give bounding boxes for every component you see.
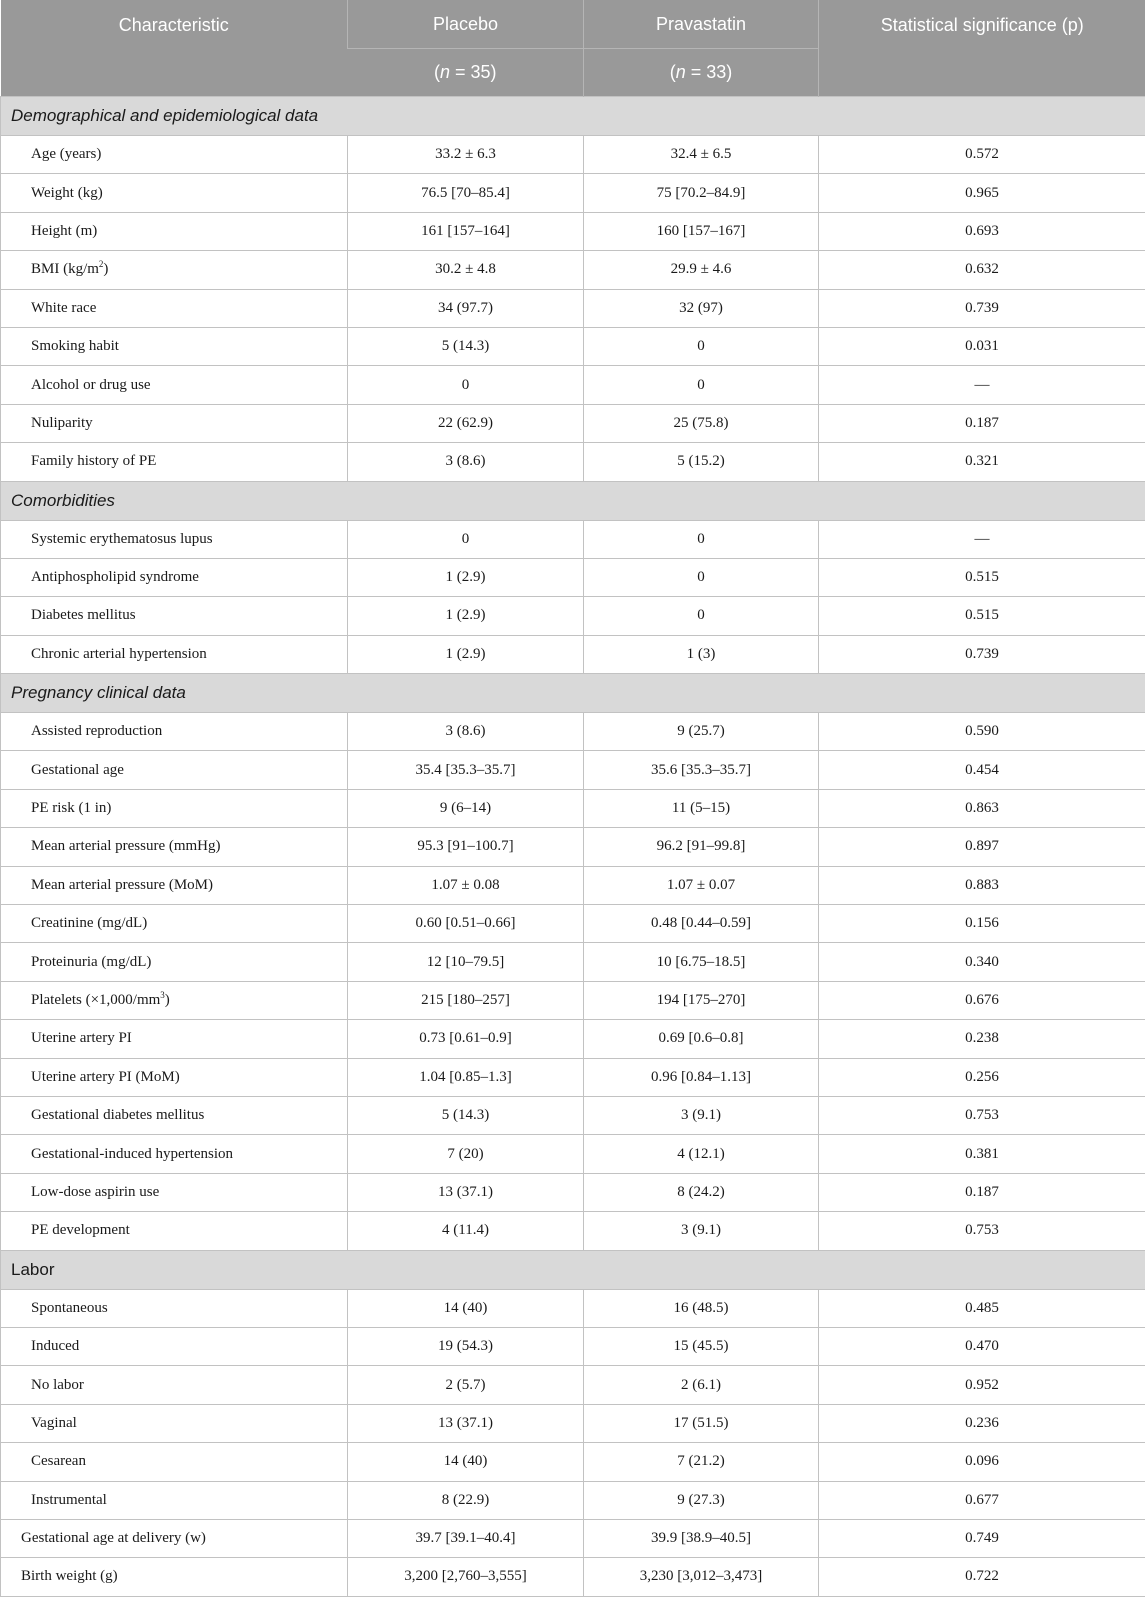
header-placebo: Placebo	[348, 0, 584, 49]
placebo-cell: 1.07 ± 0.08	[348, 866, 584, 904]
p-value-cell: 0.883	[819, 866, 1145, 904]
row-label	[1, 597, 348, 635]
row-label-text: Smoking habit	[31, 338, 119, 355]
placebo-cell: 7 (20)	[348, 1135, 584, 1173]
placebo-cell: 1.04 [0.85–1.3]	[348, 1058, 584, 1096]
p-value-cell: 0.739	[819, 635, 1145, 673]
row-label	[1, 558, 348, 596]
row-label	[1, 136, 348, 174]
row-label-text: Uterine artery PI (MoM)	[31, 1068, 180, 1085]
p-value-cell: 0.676	[819, 981, 1145, 1019]
section-title: Comorbidities	[1, 481, 1145, 520]
p-value-cell: 0.722	[819, 1558, 1145, 1596]
n-open-paren: (	[433, 62, 440, 82]
pravastatin-cell: 1.07 ± 0.07	[584, 866, 819, 904]
placebo-cell: 19 (54.3)	[348, 1327, 584, 1365]
row-label	[1, 866, 348, 904]
placebo-cell: 35.4 [35.3–35.7]	[348, 751, 584, 789]
p-value-cell: 0.238	[819, 1020, 1145, 1058]
row-label-text: Low-dose aspirin use	[31, 1183, 160, 1200]
table-row	[1, 327, 1145, 365]
p-value-cell: 0.739	[819, 289, 1145, 327]
row-label	[1, 174, 348, 212]
row-label-superscript: 2	[98, 259, 104, 270]
p-value-cell: 0.749	[819, 1519, 1145, 1557]
header-pravastatin: Pravastatin	[584, 0, 819, 49]
table-row	[1, 828, 1145, 866]
row-label-text: Nuliparity	[31, 414, 93, 431]
row-label-text: Uterine artery PI	[31, 1030, 132, 1047]
p-value-cell: 0.965	[819, 174, 1145, 212]
p-value-cell: 0.485	[819, 1289, 1145, 1327]
row-label	[1, 289, 348, 327]
placebo-cell: 76.5 [70–85.4]	[348, 174, 584, 212]
table-row	[1, 558, 1145, 596]
row-label-text: Vaginal	[31, 1414, 77, 1431]
placebo-cell: 33.2 ± 6.3	[348, 136, 584, 174]
row-label	[1, 1058, 348, 1096]
row-label	[1, 404, 348, 442]
row-label	[1, 981, 348, 1019]
section-header-pregnancy	[1, 674, 1145, 713]
placebo-cell: 13 (37.1)	[348, 1404, 584, 1442]
table-row	[1, 1481, 1145, 1519]
p-value-cell: 0.470	[819, 1327, 1145, 1365]
table-row	[1, 1135, 1145, 1173]
placebo-cell: 0	[348, 366, 584, 404]
placebo-cell: 3 (8.6)	[348, 443, 584, 481]
placebo-cell: 5 (14.3)	[348, 1096, 584, 1134]
pravastatin-cell: 32.4 ± 6.5	[584, 136, 819, 174]
table-row	[1, 251, 1145, 289]
pravastatin-cell: 3 (9.1)	[584, 1212, 819, 1250]
row-label	[1, 635, 348, 673]
row-label	[1, 1135, 348, 1173]
table-row	[1, 635, 1145, 673]
row-label-text: Induced	[31, 1338, 80, 1355]
pravastatin-cell: 9 (25.7)	[584, 713, 819, 751]
table-row	[1, 981, 1145, 1019]
table-row	[1, 1443, 1145, 1481]
row-label	[1, 212, 348, 250]
table-row	[1, 1404, 1145, 1442]
row-label	[1, 520, 348, 558]
row-label-text: Gestational age at delivery (w)	[21, 1530, 206, 1547]
row-label	[1, 251, 348, 289]
row-label-text: Instrumental	[31, 1491, 107, 1508]
pravastatin-cell: 3,230 [3,012–3,473]	[584, 1558, 819, 1596]
p-value-cell: 0.952	[819, 1366, 1145, 1404]
p-value-cell: 0.187	[819, 404, 1145, 442]
pravastatin-cell: 0	[584, 366, 819, 404]
placebo-cell: 95.3 [91–100.7]	[348, 828, 584, 866]
row-label-text: Platelets (×1,000/mm	[31, 992, 161, 1008]
row-label	[1, 327, 348, 365]
row-label	[1, 751, 348, 789]
row-label	[1, 1327, 348, 1365]
row-label	[1, 1443, 348, 1481]
section-title: Demographical and epidemiological data	[1, 97, 1145, 136]
placebo-cell: 14 (40)	[348, 1443, 584, 1481]
pravastatin-cell: 160 [157–167]	[584, 212, 819, 250]
placebo-cell: 1 (2.9)	[348, 558, 584, 596]
pravastatin-cell: 0.48 [0.44–0.59]	[584, 905, 819, 943]
p-value-cell: 0.897	[819, 828, 1145, 866]
table-row	[1, 289, 1145, 327]
row-label-text: Chronic arterial hypertension	[31, 645, 207, 662]
p-value-cell: 0.187	[819, 1173, 1145, 1211]
section-title: Labor	[1, 1250, 1145, 1289]
table-row	[1, 1212, 1145, 1250]
row-label	[1, 1558, 348, 1596]
row-label-text: White race	[31, 299, 97, 316]
pravastatin-cell: 3 (9.1)	[584, 1096, 819, 1134]
table-row	[1, 212, 1145, 250]
placebo-cell: 34 (97.7)	[348, 289, 584, 327]
table-row	[1, 1558, 1145, 1596]
table-row	[1, 174, 1145, 212]
table-row	[1, 1327, 1145, 1365]
section-header-labor	[1, 1250, 1145, 1289]
header-pravastatin-n	[584, 49, 819, 97]
table-row	[1, 366, 1145, 404]
table-row	[1, 1366, 1145, 1404]
pravastatin-cell: 32 (97)	[584, 289, 819, 327]
placebo-cell: 215 [180–257]	[348, 981, 584, 1019]
row-label-text: Mean arterial pressure (mmHg)	[31, 838, 221, 855]
p-value-cell: 0.096	[819, 1443, 1145, 1481]
table-row	[1, 1058, 1145, 1096]
placebo-cell: 1 (2.9)	[348, 597, 584, 635]
p-value-cell: 0.340	[819, 943, 1145, 981]
placebo-n-value: = 35)	[449, 62, 497, 82]
row-label	[1, 1173, 348, 1211]
p-value-cell: 0.677	[819, 1481, 1145, 1519]
placebo-cell: 30.2 ± 4.8	[348, 251, 584, 289]
row-label	[1, 1289, 348, 1327]
placebo-cell: 39.7 [39.1–40.4]	[348, 1519, 584, 1557]
placebo-cell: 1 (2.9)	[348, 635, 584, 673]
table-row	[1, 520, 1145, 558]
p-value-cell: 0.236	[819, 1404, 1145, 1442]
table-row	[1, 1096, 1145, 1134]
placebo-cell: 2 (5.7)	[348, 1366, 584, 1404]
p-value-cell: 0.454	[819, 751, 1145, 789]
pravastatin-cell: 2 (6.1)	[584, 1366, 819, 1404]
header-placebo-n	[348, 49, 584, 97]
row-label-text: Systemic erythematosus lupus	[31, 530, 213, 547]
pravastatin-cell: 0.96 [0.84–1.13]	[584, 1058, 819, 1096]
n-symbol: n	[675, 62, 686, 82]
row-label-text: Weight (kg)	[31, 184, 103, 201]
p-value-cell: 0.515	[819, 558, 1145, 596]
row-label-text: BMI (kg/m	[31, 261, 99, 278]
placebo-cell: 12 [10–79.5]	[348, 943, 584, 981]
row-label-end: )	[103, 261, 109, 278]
pravastatin-cell: 0	[584, 327, 819, 365]
pravastatin-cell: 16 (48.5)	[584, 1289, 819, 1327]
placebo-cell: 161 [157–164]	[348, 212, 584, 250]
table-header	[1, 0, 1145, 97]
row-label	[1, 1212, 348, 1250]
row-label-text: Gestational age	[31, 761, 124, 778]
pravastatin-cell: 5 (15.2)	[584, 443, 819, 481]
pravastatin-cell: 1 (3)	[584, 635, 819, 673]
row-label	[1, 1481, 348, 1519]
placebo-cell: 0	[348, 520, 584, 558]
placebo-cell: 4 (11.4)	[348, 1212, 584, 1250]
row-label	[1, 905, 348, 943]
row-label	[1, 1404, 348, 1442]
placebo-cell: 22 (62.9)	[348, 404, 584, 442]
row-label-text: Birth weight (g)	[21, 1568, 118, 1585]
table-row	[1, 404, 1145, 442]
header-significance: Statistical significance (p)	[819, 0, 1145, 97]
row-label	[1, 1096, 348, 1134]
row-label-text: Age (years)	[31, 146, 102, 163]
table-row	[1, 1289, 1145, 1327]
p-value-cell: 0.863	[819, 789, 1145, 827]
table-row	[1, 943, 1145, 981]
placebo-cell: 13 (37.1)	[348, 1173, 584, 1211]
pravastatin-cell: 35.6 [35.3–35.7]	[584, 751, 819, 789]
placebo-cell: 3 (8.6)	[348, 713, 584, 751]
placebo-cell: 0.60 [0.51–0.66]	[348, 905, 584, 943]
placebo-cell: 14 (40)	[348, 1289, 584, 1327]
row-label	[1, 943, 348, 981]
pravastatin-cell: 10 [6.75–18.5]	[584, 943, 819, 981]
pravastatin-cell: 194 [175–270]	[584, 981, 819, 1019]
row-label-text: PE development	[31, 1222, 130, 1239]
row-label-text: Gestational diabetes mellitus	[31, 1107, 205, 1124]
table-row	[1, 789, 1145, 827]
pravastatin-cell: 0.69 [0.6–0.8]	[584, 1020, 819, 1058]
table-row	[1, 136, 1145, 174]
p-value-cell: 0.572	[819, 136, 1145, 174]
pravastatin-cell: 17 (51.5)	[584, 1404, 819, 1442]
placebo-cell: 5 (14.3)	[348, 327, 584, 365]
row-label-text: PE risk (1 in)	[31, 800, 112, 817]
row-label-text: Gestational-induced hypertension	[31, 1145, 234, 1162]
pravastatin-cell: 75 [70.2–84.9]	[584, 174, 819, 212]
row-label	[1, 366, 348, 404]
p-value-cell: 0.590	[819, 713, 1145, 751]
row-label-text: Diabetes mellitus	[31, 607, 136, 624]
pravastatin-cell: 11 (5–15)	[584, 789, 819, 827]
row-label	[1, 443, 348, 481]
pravastatin-cell: 0	[584, 520, 819, 558]
pravastatin-cell: 29.9 ± 4.6	[584, 251, 819, 289]
placebo-cell: 3,200 [2,760–3,555]	[348, 1558, 584, 1596]
table-row	[1, 905, 1145, 943]
row-label-text: Cesarean	[31, 1453, 86, 1470]
row-label-text: Antiphospholipid syndrome	[31, 569, 199, 586]
row-label-text: Creatinine (mg/dL)	[31, 915, 148, 932]
row-label	[1, 1366, 348, 1404]
p-value-cell: 0.515	[819, 597, 1145, 635]
table-body	[1, 97, 1145, 1597]
p-value-cell: 0.156	[819, 905, 1145, 943]
row-label-text: Spontaneous	[31, 1299, 108, 1316]
n-symbol: n	[439, 62, 450, 82]
row-label-end: )	[164, 992, 170, 1008]
p-value-cell: —	[819, 366, 1145, 404]
table-row	[1, 1020, 1145, 1058]
row-label-text: Alcohol or drug use	[31, 376, 151, 393]
pravastatin-cell: 0	[584, 597, 819, 635]
pravastatin-cell: 25 (75.8)	[584, 404, 819, 442]
table-row	[1, 866, 1145, 904]
table-row	[1, 1173, 1145, 1211]
p-value-cell: 0.632	[819, 251, 1145, 289]
row-label-text: Mean arterial pressure (MoM)	[31, 876, 214, 893]
p-value-cell: 0.753	[819, 1212, 1145, 1250]
placebo-cell: 9 (6–14)	[348, 789, 584, 827]
row-label	[1, 828, 348, 866]
placebo-cell: 8 (22.9)	[348, 1481, 584, 1519]
pravastatin-cell: 8 (24.2)	[584, 1173, 819, 1211]
table-row	[1, 443, 1145, 481]
table-row	[1, 1519, 1145, 1557]
row-label	[1, 713, 348, 751]
pravastatin-cell: 4 (12.1)	[584, 1135, 819, 1173]
n-open-paren: (	[669, 62, 676, 82]
section-header-comorbidities	[1, 481, 1145, 520]
row-label	[1, 789, 348, 827]
p-value-cell: 0.693	[819, 212, 1145, 250]
p-value-cell: 0.031	[819, 327, 1145, 365]
table-row	[1, 597, 1145, 635]
row-label-superscript: 3	[160, 990, 165, 1000]
p-value-cell: 0.321	[819, 443, 1145, 481]
pravastatin-cell: 0	[584, 558, 819, 596]
section-title: Pregnancy clinical data	[1, 674, 1145, 713]
placebo-cell: 0.73 [0.61–0.9]	[348, 1020, 584, 1058]
row-label-text: Height (m)	[31, 222, 98, 239]
pravastatin-cell: 7 (21.2)	[584, 1443, 819, 1481]
section-header-demographic	[1, 97, 1145, 136]
p-value-cell: 0.256	[819, 1058, 1145, 1096]
pravastatin-cell: 39.9 [38.9–40.5]	[584, 1519, 819, 1557]
pravastatin-cell: 96.2 [91–99.8]	[584, 828, 819, 866]
row-label-text: Proteinuria (mg/dL)	[31, 953, 152, 970]
pravastatin-n-value: = 33)	[685, 62, 733, 82]
p-value-cell: 0.753	[819, 1096, 1145, 1134]
p-value-cell: 0.381	[819, 1135, 1145, 1173]
row-label-text: Family history of PE	[31, 453, 157, 470]
row-label	[1, 1020, 348, 1058]
pravastatin-cell: 9 (27.3)	[584, 1481, 819, 1519]
header-characteristic: Characteristic	[1, 0, 348, 97]
pravastatin-cell: 15 (45.5)	[584, 1327, 819, 1365]
table-row	[1, 713, 1145, 751]
row-label-text: Assisted reproduction	[31, 723, 163, 740]
p-value-cell: —	[819, 520, 1145, 558]
row-label	[1, 1519, 348, 1557]
table-row	[1, 751, 1145, 789]
row-label-text: No labor	[31, 1376, 84, 1393]
